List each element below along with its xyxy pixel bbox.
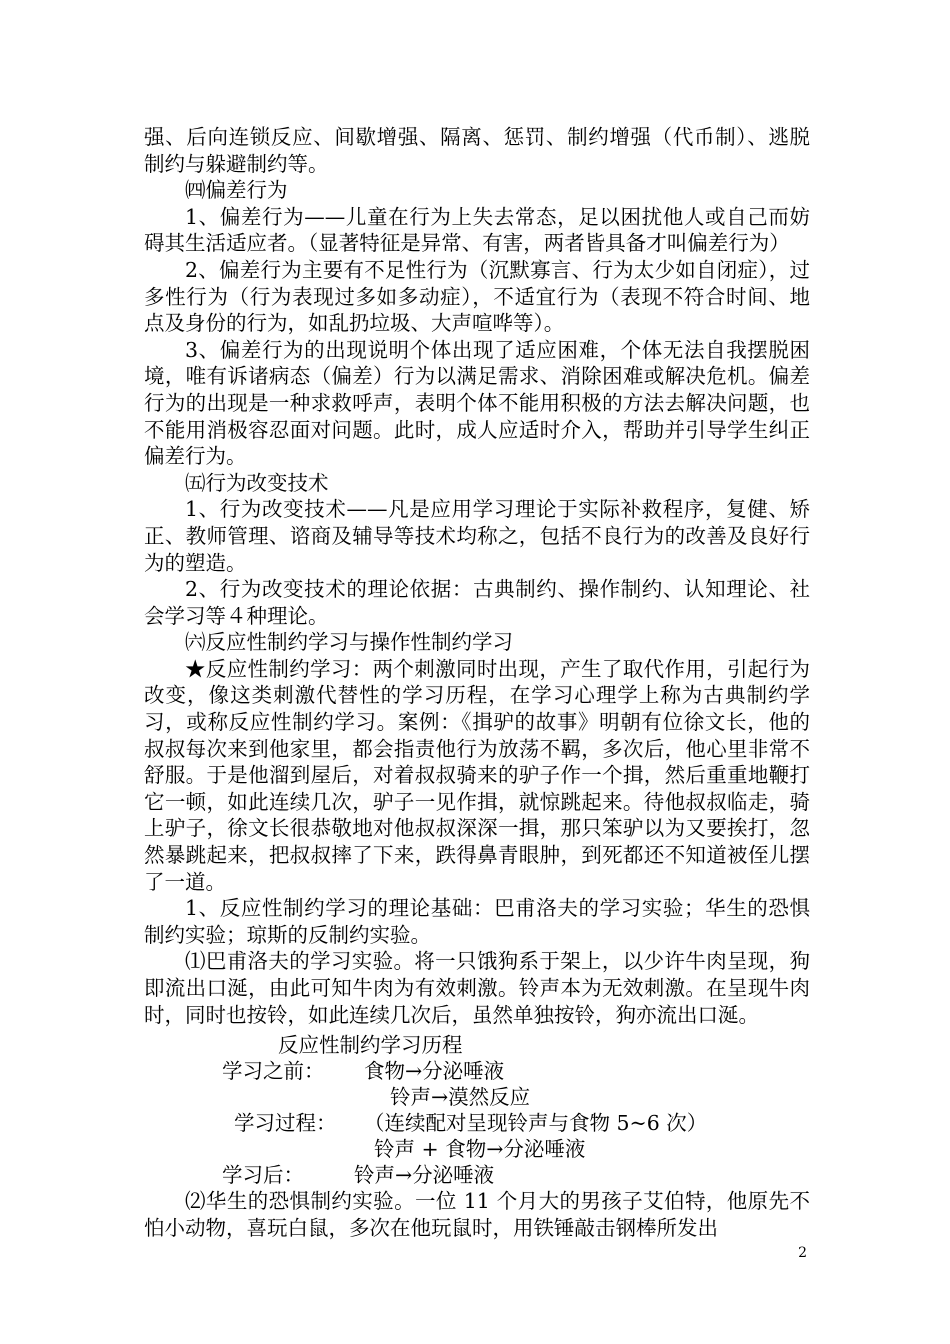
paragraph: 1、偏差行为——儿童在行为上失去常态，足以困扰他人或自己而妨碍其生活适应者。（显著特征是异常、有害，两者皆具备才叫偏差行为） [144,204,810,256]
heading-conditioning: ㈥反应性制约学习与操作性制约学习 [185,630,513,655]
paragraph: 1、行为改变技术——凡是应用学习理论于实际补救程序，复健、矫正、教师管理、谘商及辅导等技术均称之，包括不良行为的改善及良好行为的塑造。 [144,497,810,575]
paragraph: 2、行为改变技术的理论依据：古典制约、操作制约、认知理论、社会学习等４种理论。 [144,577,810,628]
paragraph: ⑴巴甫洛夫的学习实验。将一只饿狗系于架上，以少许牛肉呈现，狗即流出口涎，由此可知牛肉为有效刺激。铃声本为无效刺激。在呈现牛肉时，同时也按铃，如此连续几次后，虽然单独按铃，狗亦流出口涎。 [144,949,810,1027]
body-text [144,124,810,1241]
process-after-label: 学习后： [222,1163,304,1188]
process-during-line1: （连续配对呈现铃声与食物 5~6 次） [364,1111,708,1136]
page-number: 2 [798,1245,807,1261]
process-after-line1: 铃声→分泌唾液 [354,1163,495,1188]
paragraph: 2、偏差行为主要有不足性行为（沉默寡言、行为太少如自闭症），过多性行为（行为表现过多如多动症），不适宜行为（表现不符合时间、地点及身份的行为，如乱扔垃圾、大声喧哗等）。 [144,257,810,336]
process-title: 反应性制约学习历程 [278,1033,463,1058]
paragraph-continuation: 强、后向连锁反应、间歇增强、隔离、惩罚、制约增强（代币制）、逃脱制约与躲避制约等。 [144,125,810,176]
paragraph: 3、偏差行为的出现说明个体出现了适应困难，个体无法自我摆脱困境，唯有诉诸病态（偏差）行为以满足需求、消除困难或解决危机。偏差行为的出现是一种求救呼声，表明个体不能用积极的方法去解决问题，也不能用消极容忍面对问题。此时，成人应适时介入，帮助并引导学生纠正偏差行为。 [144,337,810,469]
heading-behavior-modification: ㈤行为改变技术 [185,470,329,495]
paragraph: 1、反应性制约学习的理论基础：巴甫洛夫的学习实验；华生的恐惧制约实验；琼斯的反制约实验。 [144,896,810,947]
process-before-label: 学习之前： [222,1059,325,1084]
process-during-line2: 铃声 + 食物→分泌唾液 [374,1137,586,1162]
paragraph: ★反应性制约学习：两个刺激同时出现，产生了取代作用，引起行为改变，像这类刺激代替性的学习历程，在学习心理学上称为古典制约学习，或称反应性制约学习。案例：《揖驴的故事》明朝有位徐文长，他的叔叔每次来到他家里，都会指责他行为放荡不羁，多次后，他心里非常不舒服。于是他溜到屋后，对着叔叔骑来的驴子作一个揖，然后重重地鞭打它一顿，如此连续几次，驴子一见作揖，就惊跳起来。待他叔叔临走，骑上驴子，徐文长很恭敬地对他叔叔深深一揖，那只笨驴以为又要挨打，忽然暴跳起来，把叔叔摔了下来，跌得鼻青眼肿，到死都还不知道被侄儿摆了一道。 [144,656,810,894]
process-before-line1: 食物→分泌唾液 [364,1059,505,1084]
paragraph: ⑵华生的恐惧制约实验。一位 11 个月大的男孩子艾伯特，他原先不怕小动物，喜玩白鼠，多次在他玩鼠时，用铁锤敲击钢棒所发出 [144,1189,810,1240]
process-during-label: 学习过程： [234,1111,337,1136]
heading-deviant-behavior: ㈣偏差行为 [185,178,288,203]
conditioning-process-diagram [144,1028,810,1188]
process-before-line2: 铃声→漠然反应 [390,1085,531,1110]
